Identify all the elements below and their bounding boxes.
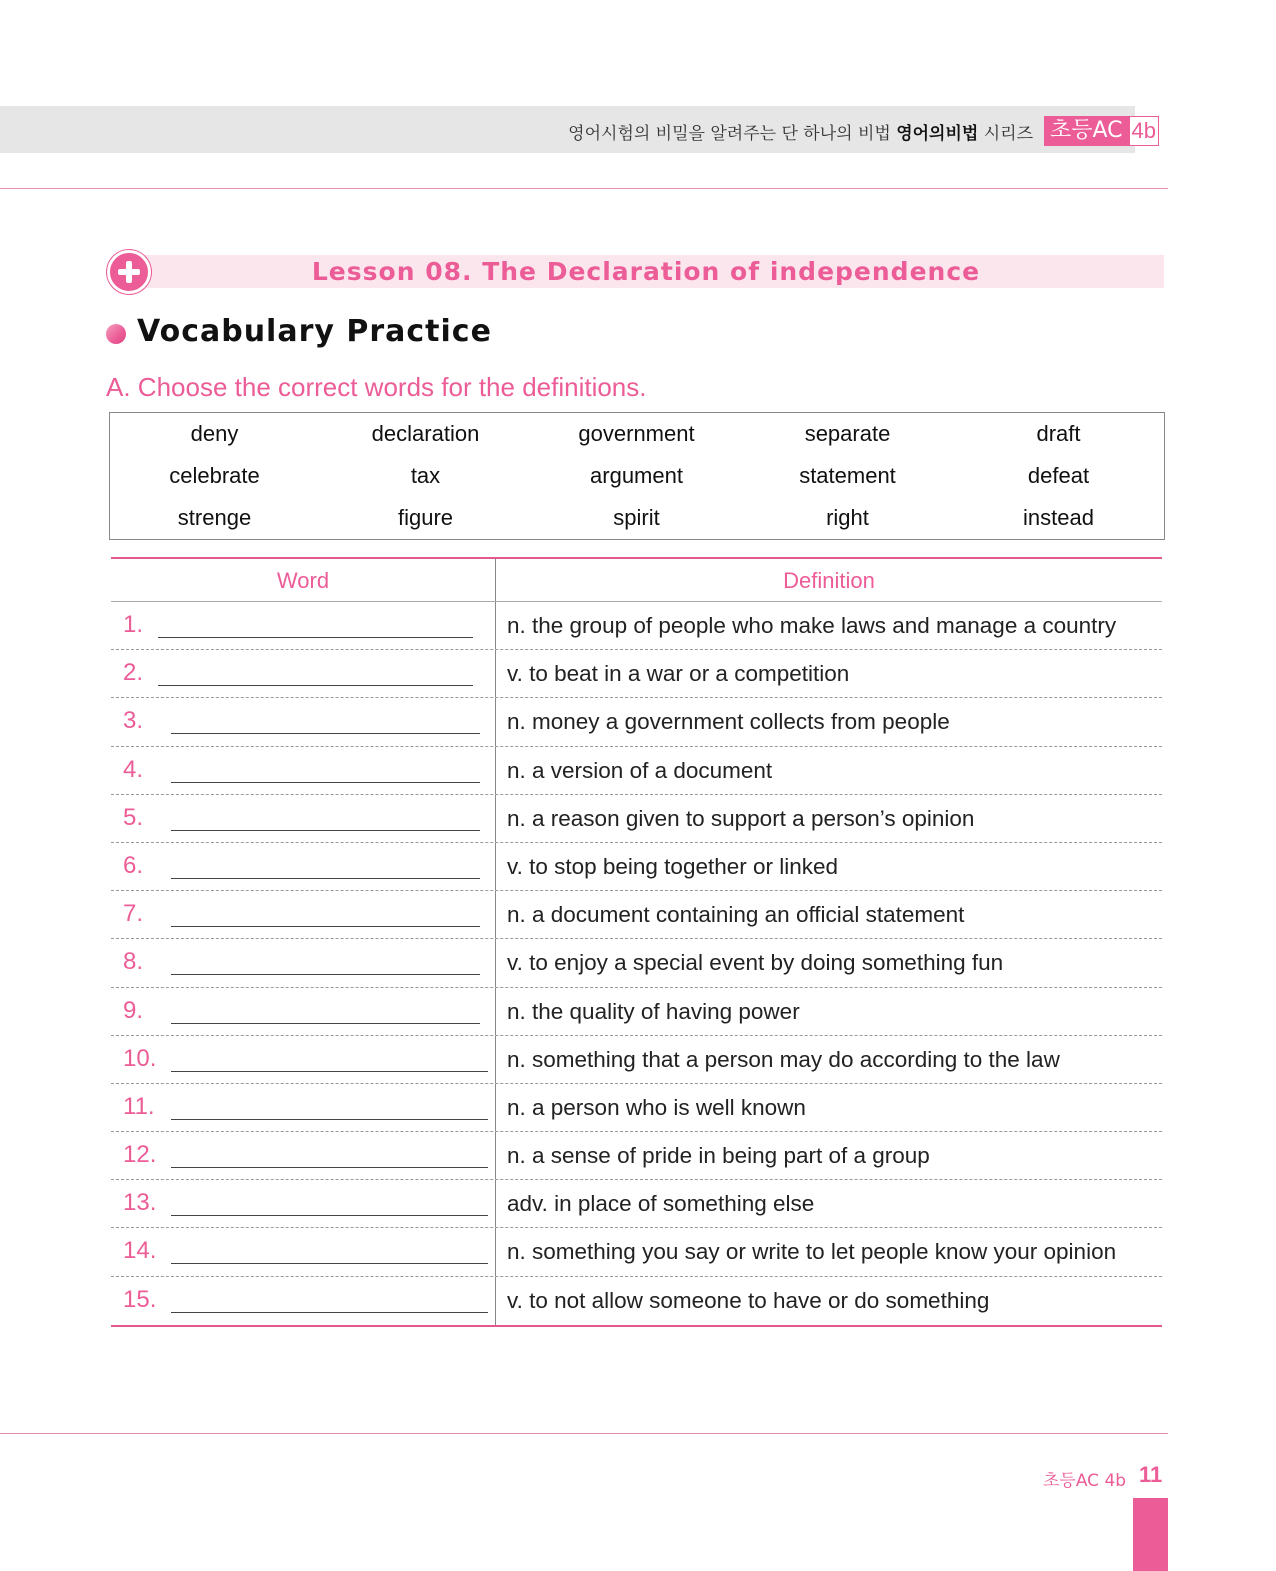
word-cell [111,1277,496,1325]
table-row [111,1277,1162,1325]
word-bank [109,413,1165,539]
table-row [111,891,1162,939]
definition-text: n. a reason given to support a person’s opinion [507,805,975,831]
definition-text: n. something that a person may do according to the law [507,1046,1060,1072]
answer-blank[interactable] [171,926,480,927]
word-cell [111,1132,496,1179]
definition-text: n. the group of people who make laws and manage a country [507,613,1117,638]
page-number: 11 [1139,1462,1163,1487]
definition-text: n. something you say or write to let people know your opinion [507,1239,1117,1265]
table-row [111,795,1162,843]
series-text: 영어시험의 비밀을 알려주는 단 하나의 비법 영어의비법 시리즈 [568,124,1033,144]
definition-text: n. a person who is well known [507,1094,806,1120]
table-row [111,843,1162,891]
section-title: Vocabulary Practice [137,314,492,349]
word-bank-item: right [826,505,869,530]
word-bank-item: declaration [371,421,480,446]
definition-text: v. to enjoy a special event by doing something fun [507,950,1004,976]
word-cell [111,650,496,697]
table-row [111,650,1162,698]
word-bank-item: deny [190,421,239,446]
word-cell [111,1180,496,1227]
item-number: 10. [123,1044,157,1072]
word-cell [111,891,496,938]
word-cell [111,843,496,890]
answer-blank[interactable] [171,1119,488,1120]
instruction: A. Choose the correct words for the definitions. [106,372,647,402]
word-cell [111,988,496,1035]
page-tab [1133,1498,1168,1571]
vocab-table [111,557,1162,1327]
item-number: 8. [123,948,144,976]
answer-blank[interactable] [158,685,473,686]
answer-blank[interactable] [171,1263,488,1264]
word-bank-item: draft [1036,421,1081,446]
table-row [111,1084,1162,1132]
word-cell [111,602,496,649]
table-row [111,1036,1162,1084]
word-bank-item: strenge [177,505,252,530]
answer-blank[interactable] [158,637,473,638]
answer-blank[interactable] [171,733,480,734]
header-word: Word [111,559,496,601]
word-bank-item: government [578,421,695,446]
word-cell [111,1036,496,1083]
item-number: 2. [123,659,144,687]
definition-text: n. money a government collects from people [507,709,950,735]
answer-blank[interactable] [171,878,480,879]
answer-blank[interactable] [171,1312,488,1313]
plus-icon [107,250,151,294]
lesson-title: Lesson 08. The Declaration of independence [311,257,981,286]
item-number: 7. [123,900,144,928]
definition-text: v. to not allow someone to have or do something [507,1287,990,1313]
table-row [111,698,1162,746]
table-header [111,559,1162,602]
word-bank-item: tax [410,463,441,488]
answer-blank[interactable] [171,1167,488,1168]
item-number: 9. [123,996,144,1024]
word-cell [111,1228,496,1275]
table-row [111,939,1162,987]
table-body [111,602,1162,1325]
item-number: 6. [123,851,144,879]
header-definition: Definition [783,568,875,593]
word-cell [111,1084,496,1131]
item-number: 11. [123,1092,155,1120]
item-number: 14. [123,1237,157,1265]
table-row [111,602,1162,650]
definition-text: n. a document containing an official statement [507,902,965,928]
definition-text: adv. in place of something else [507,1191,815,1217]
word-bank-item: celebrate [169,463,260,488]
word-bank-item: separate [804,421,891,446]
item-number: 1. [123,611,144,638]
word-bank-item: argument [590,463,683,488]
definition-text: n. the quality of having power [507,998,800,1024]
answer-blank[interactable] [171,1071,488,1072]
brand-main: 초등AC [1044,116,1129,146]
definition-text: v. to stop being together or linked [507,853,839,879]
definition-text: v. to beat in a war or a competition [507,661,850,687]
bullet-icon [106,324,126,344]
item-number: 3. [123,707,144,735]
answer-blank[interactable] [171,1215,488,1216]
word-bank-item: figure [397,505,454,530]
answer-blank[interactable] [171,974,480,975]
item-number: 12. [123,1141,157,1169]
answer-blank[interactable] [171,1023,480,1024]
table-row [111,988,1162,1036]
definition-text: n. a version of a document [507,757,773,783]
table-row [111,1228,1162,1276]
definition-text: n. a sense of pride in being part of a group [507,1143,930,1169]
word-cell [111,939,496,986]
word-bank-item: spirit [613,505,660,530]
item-number: 15. [123,1285,157,1313]
word-cell [111,795,496,842]
word-bank-item: statement [799,463,896,488]
footer-brand: 초등AC 4b [1043,1471,1127,1491]
table-row [111,747,1162,795]
brand-badge [1044,116,1159,146]
word-cell [111,698,496,745]
answer-blank[interactable] [171,782,480,783]
brand-sub: 4b [1129,116,1159,146]
answer-blank[interactable] [171,830,480,831]
top-divider [0,188,1168,189]
word-bank-item: defeat [1027,463,1090,488]
item-number: 4. [123,755,144,783]
item-number: 13. [123,1189,157,1217]
table-row [111,1180,1162,1228]
word-cell [111,747,496,794]
item-number: 5. [123,803,144,831]
bottom-divider [0,1433,1168,1434]
table-row [111,1132,1162,1180]
word-bank-item: instead [1023,505,1094,530]
